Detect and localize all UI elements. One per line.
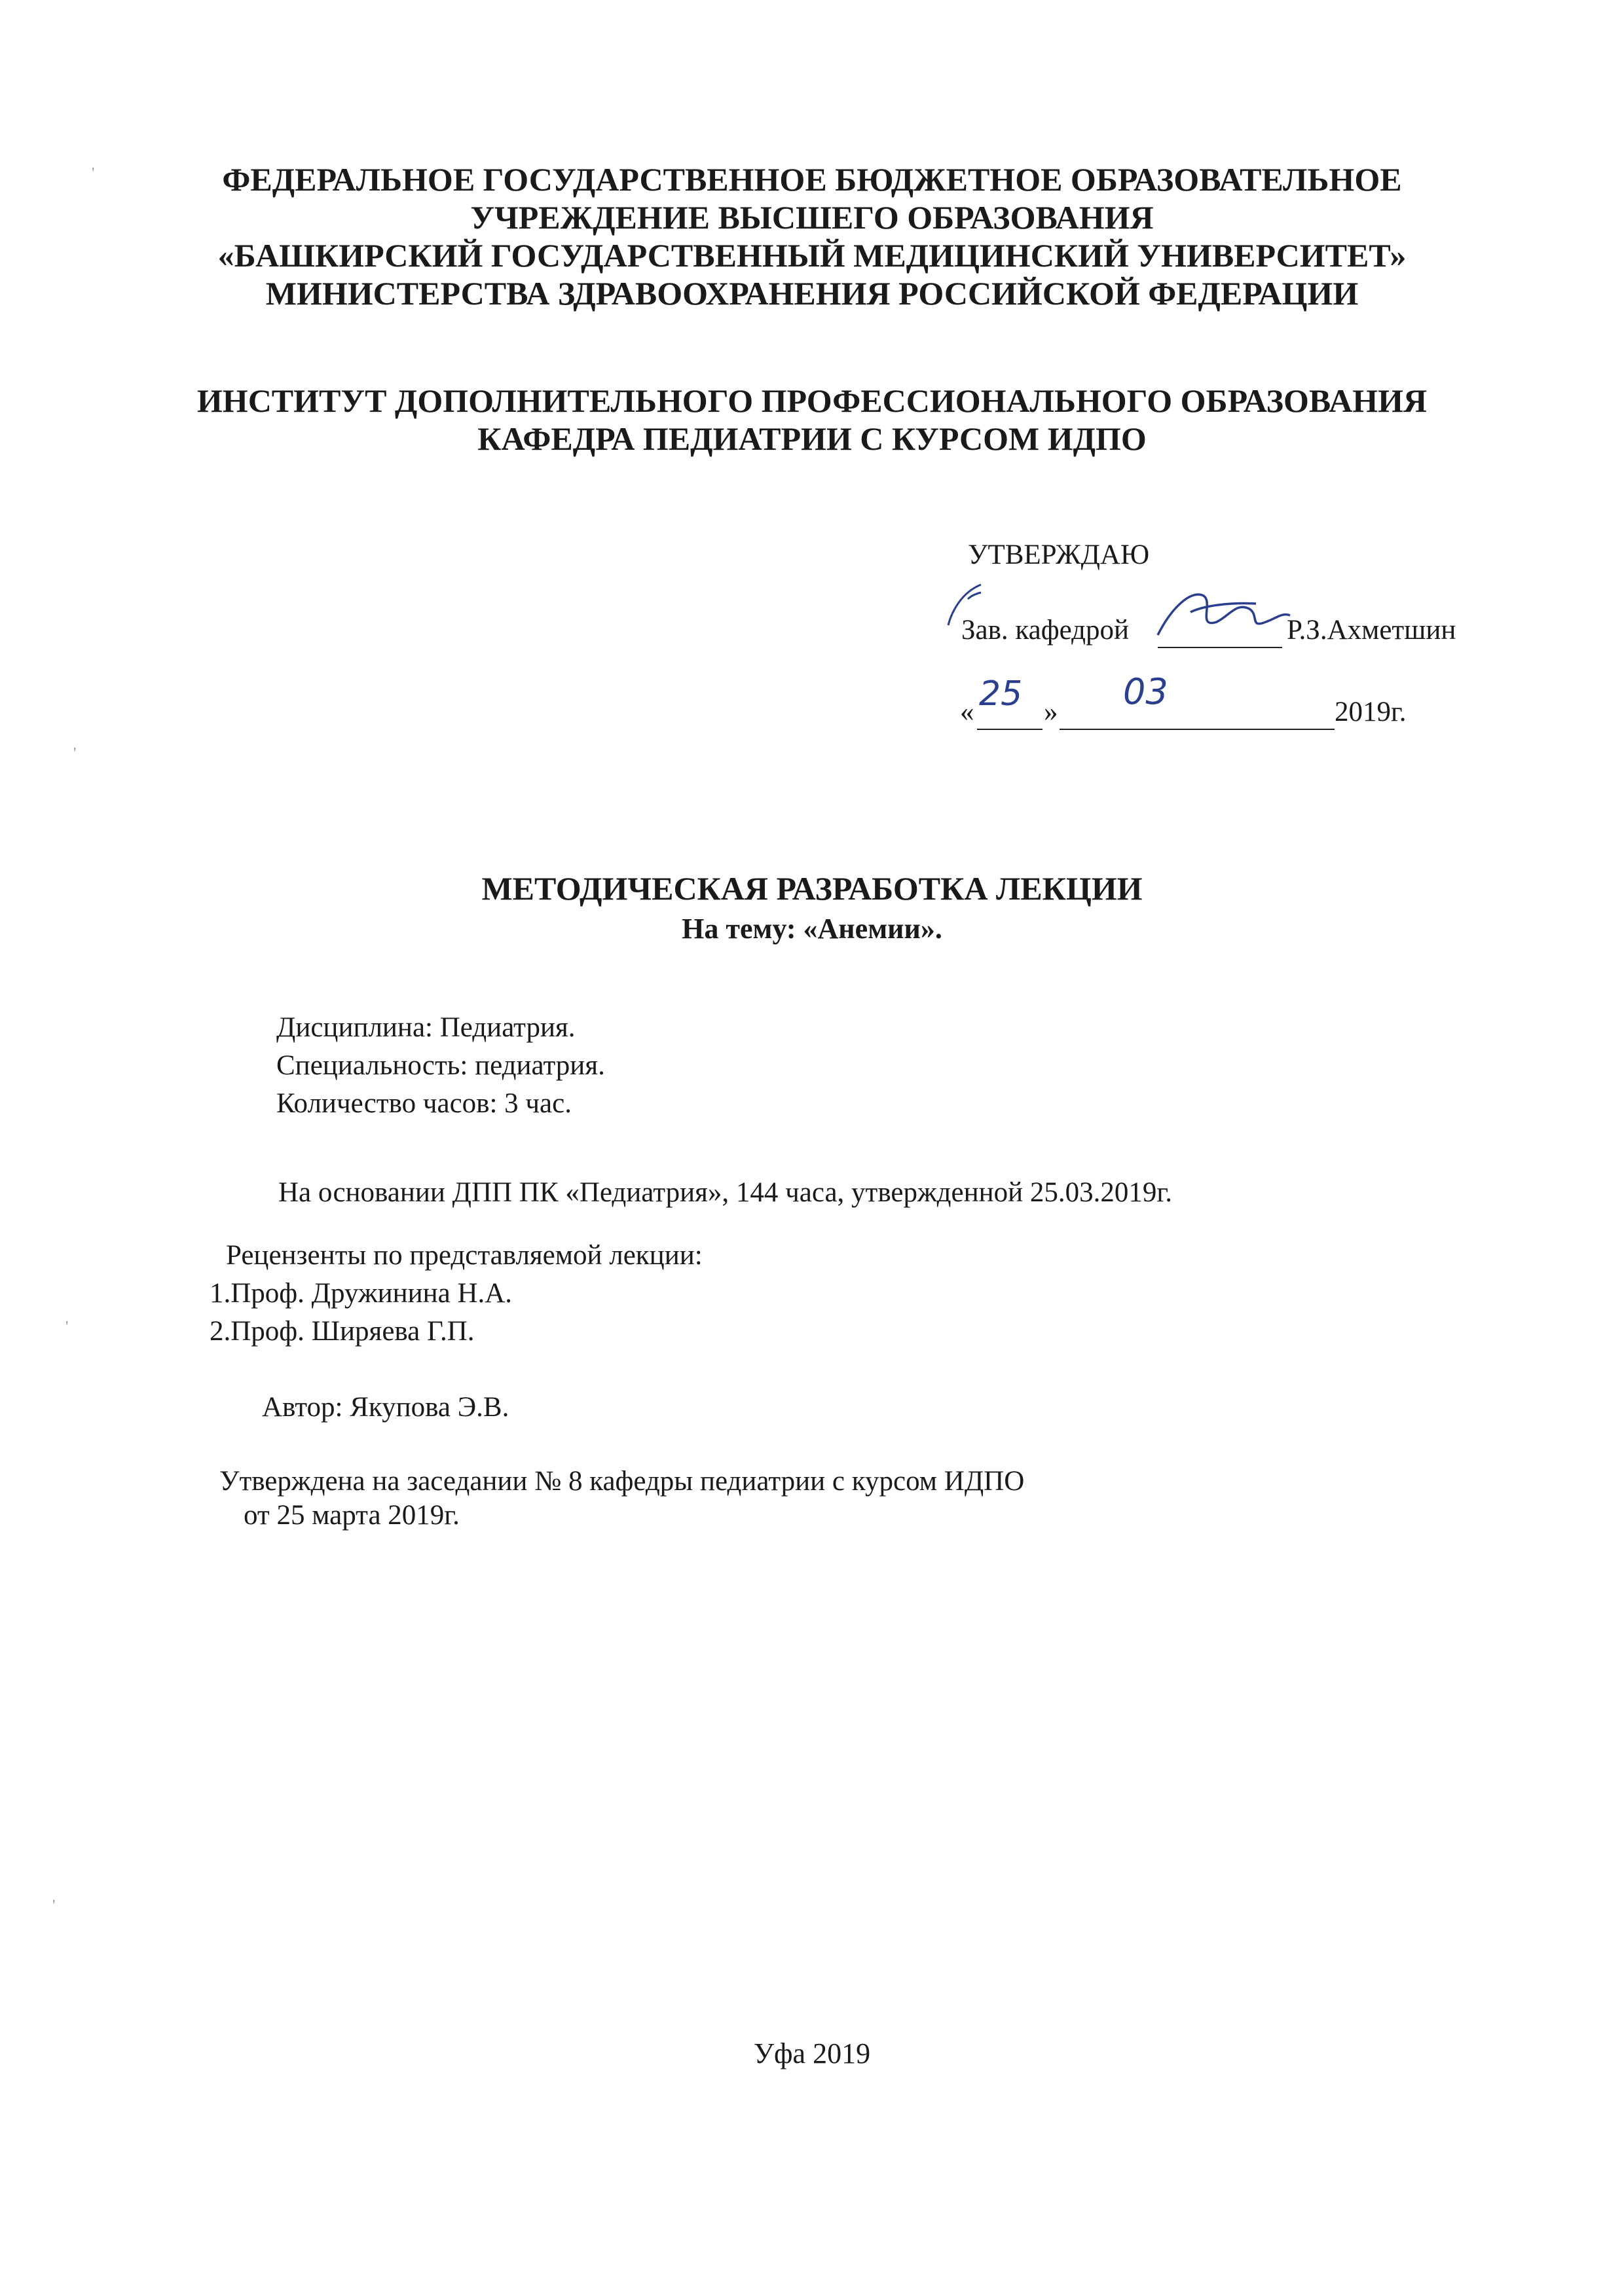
hours: Количество часов: 3 час. [276,1088,572,1119]
discipline: Дисциплина: Педиатрия. [276,1012,576,1043]
head-of-department-name: Р.З.Ахметшин [1287,615,1456,646]
head-of-department-label: Зав. кафедрой [961,615,1130,646]
reviewer-1: 1.Проф. Дружинина Н.А. [210,1278,513,1309]
meeting-approval-line-1: Утверждена на заседании № 8 кафедры педиатрии с курсом ИДПО [219,1466,1025,1497]
meeting-approval-line-2: от 25 марта 2019г. [244,1500,460,1531]
date-day-handwritten: 25 [979,674,1023,714]
date-month-line [1060,729,1335,730]
scan-mark: ' [73,745,77,762]
org-header-line-1: ФЕДЕРАЛЬНОЕ ГОСУДАРСТВЕННОЕ БЮДЖЕТНОЕ ОБРАЗОВАТЕЛЬНОЕ [222,161,1402,198]
institute-name: ИНСТИТУТ ДОПОЛНИТЕЛЬНОГО ПРОФЕССИОНАЛЬНОГО ОБРАЗОВАНИЯ [196,382,1428,419]
scan-mark: ' [65,1319,69,1336]
org-header-line-3: «БАШКИРСКИЙ ГОСУДАРСТВЕННЫЙ МЕДИЦИНСКИЙ УНИВЕРСИТЕТ» [217,237,1407,274]
date-month-handwritten: 03 [1123,671,1168,712]
date-close-quote: » [1044,697,1058,727]
city-year: Уфа 2019 [753,2037,871,2069]
date-year: 2019г. [1335,697,1407,727]
scan-mark: ' [52,1897,56,1914]
document-subtitle: На тему: «Анемии». [682,913,942,945]
date-open-quote: « [960,697,974,727]
scan-mark: ' [92,165,95,182]
author: Автор: Якупова Э.В. [262,1392,509,1423]
program-basis: На основании ДПП ПК «Педиатрия», 144 часа, утвержденной 25.03.2019г. [278,1177,1172,1208]
reviewer-2: 2.Проф. Ширяева Г.П. [210,1316,475,1347]
specialty: Специальность: педиатрия. [276,1050,605,1081]
signature-icon [1151,583,1295,648]
document-title: МЕТОДИЧЕСКАЯ РАЗРАБОТКА ЛЕКЦИИ [481,870,1143,907]
date-day-line [977,729,1043,730]
approval-title: УТВЕРЖДАЮ [968,539,1150,570]
org-header-line-4: МИНИСТЕРСТВА ЗДРАВООХРАНЕНИЯ РОССИЙСКОЙ ФЕДЕРАЦИИ [265,275,1359,312]
reviewers-heading: Рецензенты по представляемой лекции: [226,1240,703,1271]
department-name: КАФЕДРА ПЕДИАТРИИ С КУРСОМ ИДПО [477,420,1147,457]
org-header-line-2: УЧРЕЖДЕНИЕ ВЫСШЕГО ОБРАЗОВАНИЯ [470,199,1154,236]
